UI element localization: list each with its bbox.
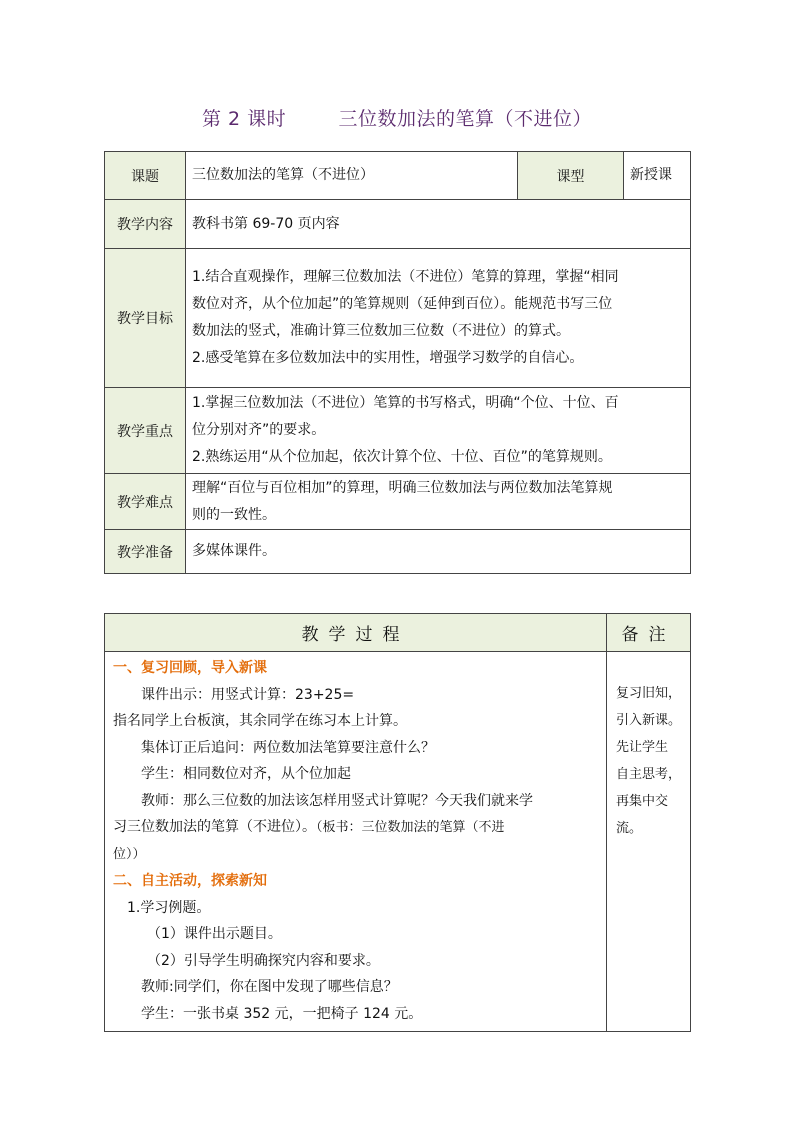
key-points-label: 教学重点 (105, 388, 186, 474)
difficulty-label: 教学难点 (105, 474, 186, 530)
process-line: 1.学习例题。 (127, 899, 211, 916)
goals-line: 1.结合直观操作，理解三位数加法（不进位）笔算的算理，掌握“相同 (192, 269, 619, 285)
notes-header: 备注 (607, 614, 691, 652)
process-text: 习三位数加法的笔算（不进位）。 (113, 819, 316, 835)
goals-line: 数加法的竖式，准确计算三位数加三位数（不进位）的算式。 (192, 323, 570, 339)
teaching-process-table (104, 613, 691, 1032)
page-title: 第 2 课时 三位数加法的笔算（不进位） (202, 108, 592, 130)
goals-line: 2.感受笔算在多位数加法中的实用性，增强学习数学的自信心。 (192, 350, 584, 366)
process-line: （2）引导学生明确探究内容和要求。 (147, 952, 380, 969)
note-line: 自主思考， (616, 767, 682, 782)
prep-label: 教学准备 (105, 530, 186, 574)
difficulty-line: 理解“百位与百位相加”的算理，明确三位数加法与两位数加法笔算规 (192, 479, 613, 496)
note-line: 先让学生 (616, 740, 669, 755)
notes-content (607, 652, 691, 1032)
content-value: 教科书第 69-70 页内容 (186, 200, 691, 249)
process-line (113, 814, 600, 842)
note-line: 流。 (616, 821, 643, 836)
key-points-value (186, 388, 691, 474)
process-line: 学生：相同数位对齐，从个位加起 (141, 766, 351, 782)
note-line: 引入新课。 (616, 713, 682, 728)
content-label: 教学内容 (105, 200, 186, 249)
difficulty-value (186, 474, 691, 530)
process-line: 教师：那么三位数的加法该怎样用竖式计算呢？今天我们就来学 (141, 792, 533, 809)
goals-line: 数位对齐，从个位加起”的笔算规则（延伸到百位）。能规范书写三位 (192, 296, 613, 312)
process-line: 指名同学上台板演，其余同学在练习本上计算。 (113, 713, 407, 729)
difficulty-line: 则的一致性。 (192, 506, 276, 523)
board-note: 位）） (113, 846, 146, 862)
prep-value: 多媒体课件。 (186, 530, 691, 574)
topic-value: 三位数加法的笔算（不进位） (186, 152, 518, 200)
section-heading: 一、复习回顾，导入新课 (113, 660, 267, 676)
topic-label: 课题 (105, 152, 186, 200)
process-line: 课件出示：用竖式计算：23+25= (141, 686, 355, 703)
note-line: 再集中交 (616, 794, 669, 809)
goals-label: 教学目标 (105, 249, 186, 388)
key-line: 2.熟练运用“从个位加起，依次计算个位、十位、百位”的笔算规则。 (192, 449, 612, 465)
process-line: 教师:同学们，你在图中发现了哪些信息？ (141, 979, 398, 995)
key-line: 1.掌握三位数加法（不进位）笔算的书写格式，明确“个位、十位、百 (192, 395, 619, 411)
type-value: 新授课 (624, 152, 691, 200)
key-line: 位分别对齐”的要求。 (192, 422, 326, 438)
board-note: （板书：三位数加法的笔算（不进 (316, 820, 505, 835)
process-line: 集体订正后追问：两位数加法笔算要注意什么？ (141, 739, 435, 756)
process-line: （1）课件出示题目。 (147, 926, 282, 942)
process-header: 教学过程 (105, 614, 607, 652)
goals-value (186, 249, 691, 388)
section-heading: 二、自主活动，探索新知 (113, 873, 267, 889)
type-label: 课型 (518, 152, 624, 200)
process-line: 学生：一张书桌 352 元，一把椅子 124 元。 (141, 1005, 423, 1022)
process-content (105, 652, 607, 1032)
note-line: 复习旧知， (616, 686, 682, 701)
lesson-info-table (104, 151, 691, 574)
